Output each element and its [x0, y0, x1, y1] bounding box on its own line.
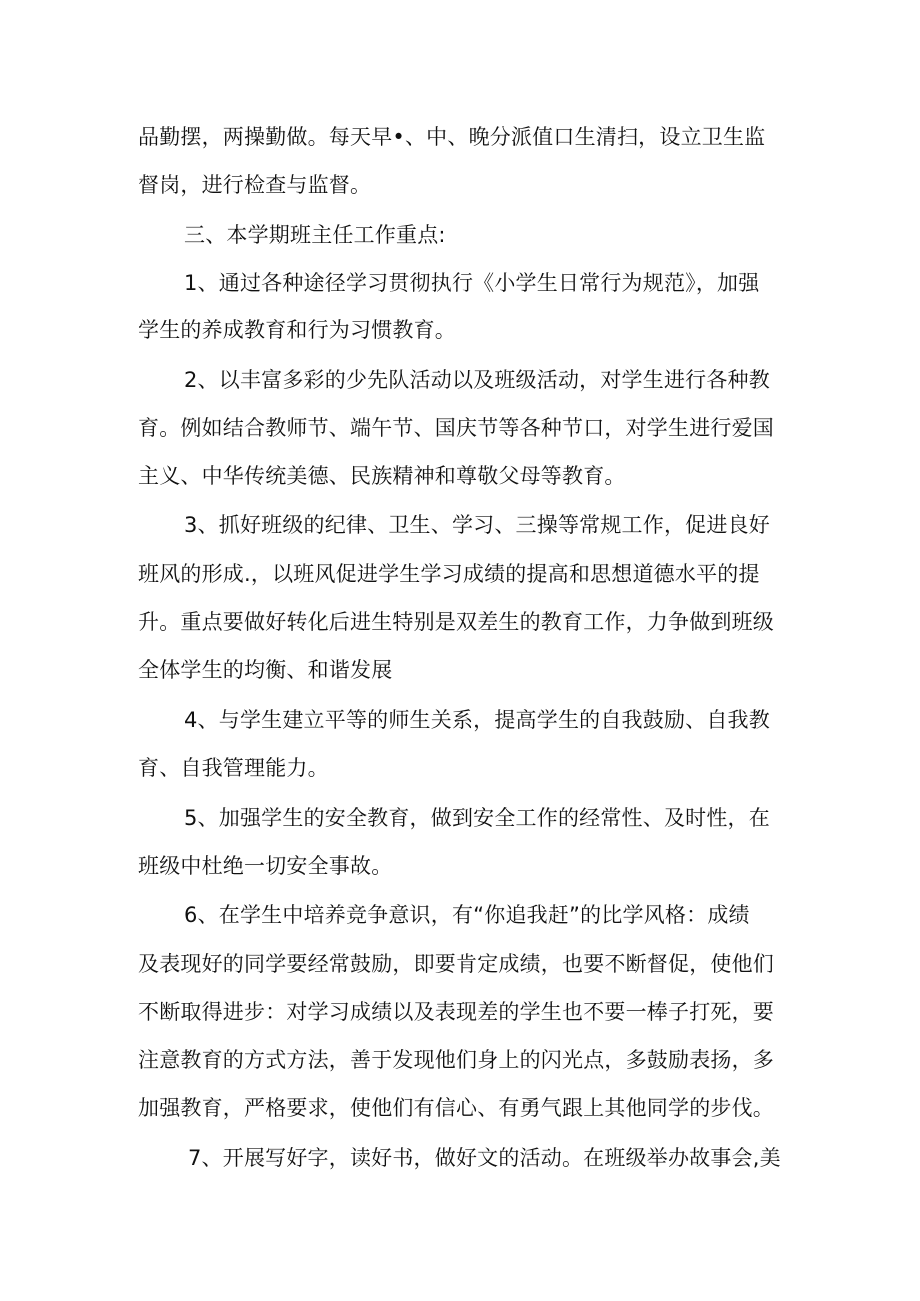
text-line: 3、抓好班级的纪律、卫生、学习、三操等常规工作，促进良好: [184, 513, 770, 537]
text-line: 品勤摆，两操勤做。每天早•、中、晚分派值口生清扫，设立卫生监: [138, 125, 766, 149]
text-line: 育、自我管理能力。: [138, 756, 329, 780]
text-line: 学生的养成教育和行为习惯教育。: [138, 318, 456, 342]
text-line: 主义、中华传统美德、民族精神和尊敬父母等教育。: [138, 464, 626, 488]
text-line: 4、与学生建立平等的师生关系，提高学生的自我鼓励、自我教: [184, 708, 770, 732]
text-line: 全体学生的均衡、和谐发展: [138, 658, 393, 682]
text-line: 6、在学生中培养竞争意识，有“你追我赶”的比学风格：成绩: [184, 903, 750, 927]
text-line: 2、以丰富多彩的少先队活动以及班级活动，对学生进行各种教: [184, 368, 770, 392]
text-line: 班风的形成.，以班风促进学生学习成绩的提高和思想道德水平的提: [138, 562, 760, 586]
text-line: 育。例如结合教师节、端午节、国庆节等各种节口，对学生进行爱国: [138, 416, 774, 440]
text-line: 加强教育，严格要求，使他们有信心、有勇气跟上其他同学的步伐。: [138, 1096, 774, 1120]
text-line: 1、通过各种途径学习贯彻执行《小学生日常行为规范》，加强: [184, 271, 760, 295]
text-line: 及表现好的同学要经常鼓励，即要肯定成绩，也要不断督促，使他们: [138, 952, 774, 976]
text-line: 升。重点要做好转化后进生特别是双差生的教育工作，力争做到班级: [138, 610, 774, 634]
text-line: 督岗，进行检查与监督。: [138, 173, 372, 197]
text-line: 5、加强学生的安全教育，做到安全工作的经常性、及时性，在: [184, 806, 770, 830]
text-line: 不断取得进步：对学习成绩以及表现差的学生也不要一棒子打死，要: [138, 1000, 774, 1024]
text-line: 注意教育的方式方法，善于发现他们身上的闪光点，多鼓励表扬，多: [138, 1048, 774, 1072]
text-line: 7、开展写好字，读好书，做好文的活动。在班级举办故事会,美: [188, 1146, 781, 1170]
section-heading: 三、本学期班主任工作重点:: [184, 223, 446, 247]
text-line: 班级中杜绝一切安全事故。: [138, 854, 393, 878]
